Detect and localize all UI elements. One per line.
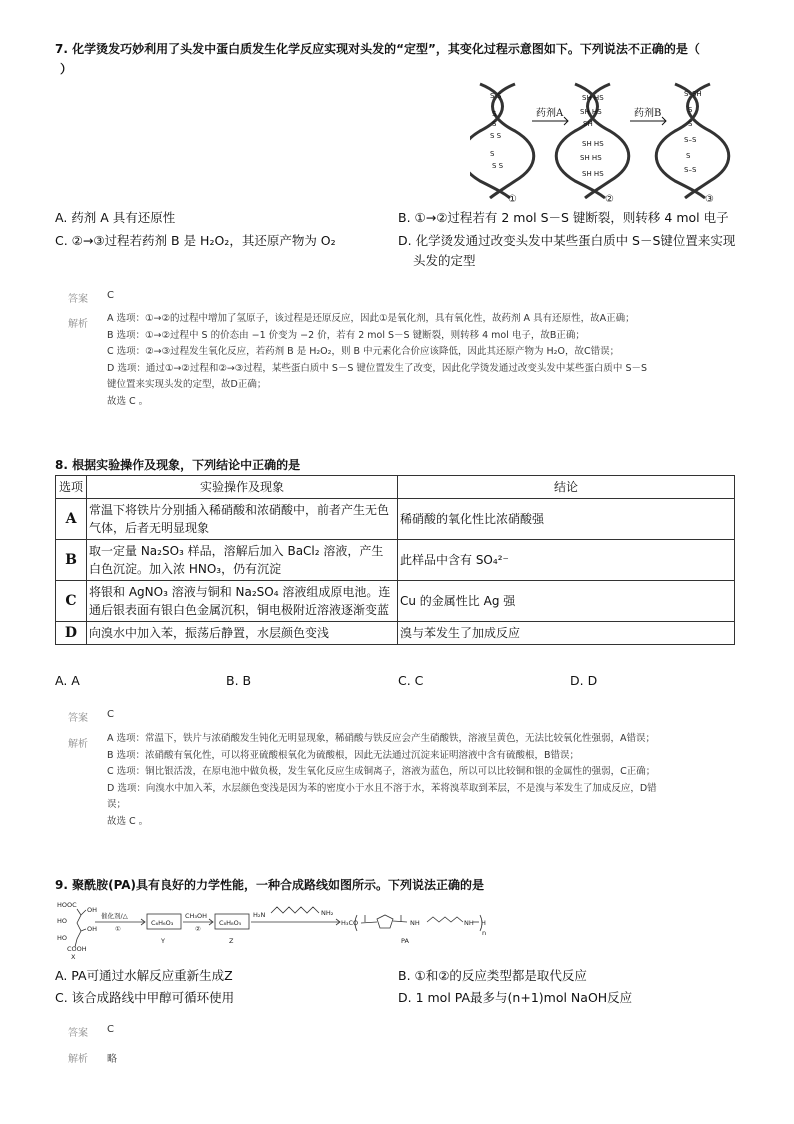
q7-explain-line: 键位置来实现头发的定型，故D正确；	[107, 379, 267, 390]
diamine-h2n: H₂N	[253, 911, 266, 919]
stage-3-label: ③	[705, 194, 714, 205]
q7-option-a: A. 药剂 A 具有还原性	[55, 210, 176, 225]
row-operation: 将银和 AgNO₃ 溶液与铜和 Na₂SO₄ 溶液组成原电池。连通后银表面有银白色金属沉积，铜电极附近溶液逐渐变蓝	[87, 581, 398, 622]
q7-explain-line: B 选项：①→②过程中 S 的价态由 −1 价变为 −2 价，若有 2 mol S－S 键断裂，则转移 4 mol 电子，故B正确；	[107, 329, 585, 341]
stage-2-label: ②	[605, 194, 614, 205]
q8-option-b: B. B	[226, 673, 252, 688]
step2-reagent: CH₃OH	[185, 912, 208, 920]
q9-answer-value: C	[107, 1024, 114, 1035]
x-oh-text: OH	[87, 906, 98, 914]
step1-condition: 催化剂/△	[101, 912, 128, 920]
x-ho-text: HO	[57, 917, 68, 925]
svg-text:S S: S S	[490, 132, 502, 140]
q7-option-b: B. ①→②过程若有 2 mol S－S 键断裂，则转移 4 mol 电子	[398, 210, 729, 225]
step1-number: ①	[115, 925, 121, 933]
x-label: X	[71, 953, 76, 961]
q7-answer-value: C	[107, 290, 114, 301]
q7-option-c: C. ②→③过程若药剂 B 是 H₂O₂，其还原产物为 O₂	[55, 233, 336, 248]
svg-text:S: S	[688, 106, 693, 114]
q7-explain-line: 故选 C 。	[107, 395, 149, 407]
synthesis-route-scheme	[55, 895, 495, 965]
svg-text:S: S	[688, 120, 693, 128]
svg-text:S S: S S	[492, 162, 504, 170]
table-row	[56, 581, 735, 622]
stage-1-label: ①	[508, 194, 517, 205]
q7-explain-line: D 选项：通过①→②过程和②→③过程，某些蛋白质中 S－S 键位置发生了改变，因此化学烫发通过改变头发中某些蛋白质中 S－S	[107, 362, 648, 374]
x-hooc-text: HOOC	[57, 901, 77, 909]
x-oh-text: OH	[87, 925, 98, 933]
q8-explanation	[107, 731, 657, 830]
row-operation: 向溴水中加入苯，振荡后静置，水层颜色变浅	[87, 622, 398, 645]
pa-n-subscript: n	[482, 929, 487, 937]
pa-h-end: H	[481, 919, 486, 927]
q7-stem-line1: 7. 化学烫发巧妙利用了头发中蛋白质发生化学反应实现对头发的“定型”，其变化过程示意图如下。下列说法不正确的是（	[55, 42, 700, 56]
z-formula: C₈H₈O₅	[219, 919, 242, 927]
q8-answer-label: 答案	[68, 713, 88, 724]
table-header-row	[56, 476, 735, 499]
q8-stem: 8. 根据实验操作及现象，下列结论中正确的是	[55, 458, 301, 472]
y-formula: C₆H₆O₃	[151, 919, 174, 927]
row-conclusion: 稀硝酸的氧化性比浓硝酸强	[398, 499, 735, 540]
q7-explanation	[107, 311, 647, 410]
q8-experiment-table	[55, 475, 735, 645]
row-conclusion: Cu 的金属性比 Ag 强	[398, 581, 735, 622]
q7-explain-line: C 选项：②→③过程发生氧化反应，若药剂 B 是 H₂O₂，则 B 中元素化合价应该降低，因此其还原产物为 H₂O，故C错误；	[107, 346, 620, 357]
reagent-b-label: 药剂B	[634, 108, 662, 119]
q8-explain-line: C 选项：铜比银活泼，在原电池中做负极，发生氧化反应生成铜离子，溶液为蓝色，所以可以比较铜和银的金属性的强弱，C正确；	[107, 766, 656, 777]
q8-explain-line: D 选项：向溴水中加入苯，水层颜色变浅是因为苯的密度小于水且不溶于水，苯将溴萃取到苯层，不是溴与苯发生了加成反应，D错	[107, 782, 657, 794]
svg-text:S–S: S–S	[684, 166, 697, 174]
table-row	[56, 499, 735, 540]
row-conclusion: 此样品中含有 SO₄²⁻	[398, 540, 735, 581]
q8-explain-label: 解析	[68, 739, 88, 750]
z-label: Z	[229, 937, 234, 945]
row-option: C	[56, 581, 87, 622]
svg-text:SH HS: SH HS	[582, 94, 604, 102]
q7-explain-label: 解析	[68, 319, 88, 330]
q8-answer-value: C	[107, 709, 114, 720]
svg-text:SH: SH	[583, 120, 593, 128]
q9-explain-label: 解析	[68, 1054, 88, 1065]
svg-text:S–S: S–S	[684, 136, 697, 144]
y-label: Y	[161, 937, 165, 945]
row-conclusion: 溴与苯发生了加成反应	[398, 622, 735, 645]
q9-option-c: C. 该合成路线中甲醇可循环使用	[55, 990, 235, 1005]
q7-option-d-line2: 头发的定型	[413, 253, 476, 268]
q7-stem-line2: ）	[60, 62, 73, 76]
row-operation: 取一定量 Na₂SO₃ 样品，溶解后加入 BaCl₂ 溶液，产生白色沉淀。加入浓 HNO₃，仍有沉淀	[87, 540, 398, 581]
q9-option-b: B. ①和②的反应类型都是取代反应	[398, 968, 587, 983]
row-option: B	[56, 540, 87, 581]
q8-explain-line: B 选项：浓硝酸有氧化性，可以将亚硫酸根氧化为硫酸根，因此无法通过沉淀来证明溶液中含有硫酸根，B错误；	[107, 749, 580, 761]
svg-text:SH HS: SH HS	[580, 108, 602, 116]
q8-explain-line: 故选 C 。	[107, 815, 149, 827]
table-row	[56, 622, 735, 645]
svg-text:S: S	[490, 150, 495, 158]
svg-text:S-S: S-S	[490, 92, 502, 100]
svg-text:SH HS: SH HS	[582, 140, 604, 148]
perm-diagram-figure	[470, 76, 745, 206]
q7-explain-line: A 选项：①→②的过程中增加了氢原子，该过程是还原反应，因此①是氧化剂，具有氧化性，故药剂 A 具有还原性，故A正确；	[107, 313, 635, 324]
x-cooh-text: COOH	[67, 945, 87, 953]
q9-explanation: 略	[107, 1054, 117, 1065]
header-conclusion: 结论	[398, 476, 735, 499]
pa-nh: NH	[410, 919, 420, 927]
row-option: A	[56, 499, 87, 540]
x-ho-text: HO	[57, 934, 68, 942]
q9-answer-label: 答案	[68, 1028, 88, 1039]
q7-answer-label: 答案	[68, 294, 88, 305]
svg-text:SH HS: SH HS	[580, 154, 602, 162]
reagent-a-label: 药剂A	[536, 108, 564, 119]
svg-text:SH HS: SH HS	[582, 170, 604, 178]
q8-option-c: C. C	[398, 673, 424, 688]
step2-number: ②	[195, 925, 201, 933]
q8-option-a: A. A	[55, 673, 80, 688]
pa-nh: NH	[464, 919, 474, 927]
svg-text:S: S	[686, 152, 691, 160]
svg-text:S: S	[492, 110, 497, 118]
table-row	[56, 540, 735, 581]
svg-text:S: S	[492, 120, 497, 128]
q9-stem: 9. 聚酰胺(PA)具有良好的力学性能，一种合成路线如图所示。下列说法正确的是	[55, 878, 485, 892]
q8-explain-line: A 选项：常温下，铁片与浓硝酸发生钝化无明显现象，稀硝酸与铁反应会产生硝酸铁，溶液呈黄色，无法比较氧化性强弱，A错误；	[107, 733, 656, 744]
row-operation: 常温下将铁片分别插入稀硝酸和浓硝酸中，前者产生无色气体，后者无明显现象	[87, 499, 398, 540]
q8-explain-line: 误；	[107, 799, 127, 810]
pa-h3co: H₃CO	[341, 919, 359, 927]
q9-option-a: A. PA可通过水解反应重新生成Z	[55, 968, 233, 983]
q9-option-d: D. 1 mol PA最多与(n+1)mol NaOH反应	[398, 990, 633, 1005]
diamine-nh2: NH₂	[321, 909, 334, 917]
row-option: D	[56, 622, 87, 645]
q8-option-d: D. D	[570, 673, 598, 688]
header-option: 选项	[56, 476, 87, 499]
pa-label: PA	[401, 937, 409, 945]
q7-option-d-line1: D. 化学烫发通过改变头发中某些蛋白质中 S－S键位置来实现	[398, 233, 736, 248]
header-operation: 实验操作及现象	[87, 476, 398, 499]
svg-text:S–SH: S–SH	[684, 90, 702, 98]
